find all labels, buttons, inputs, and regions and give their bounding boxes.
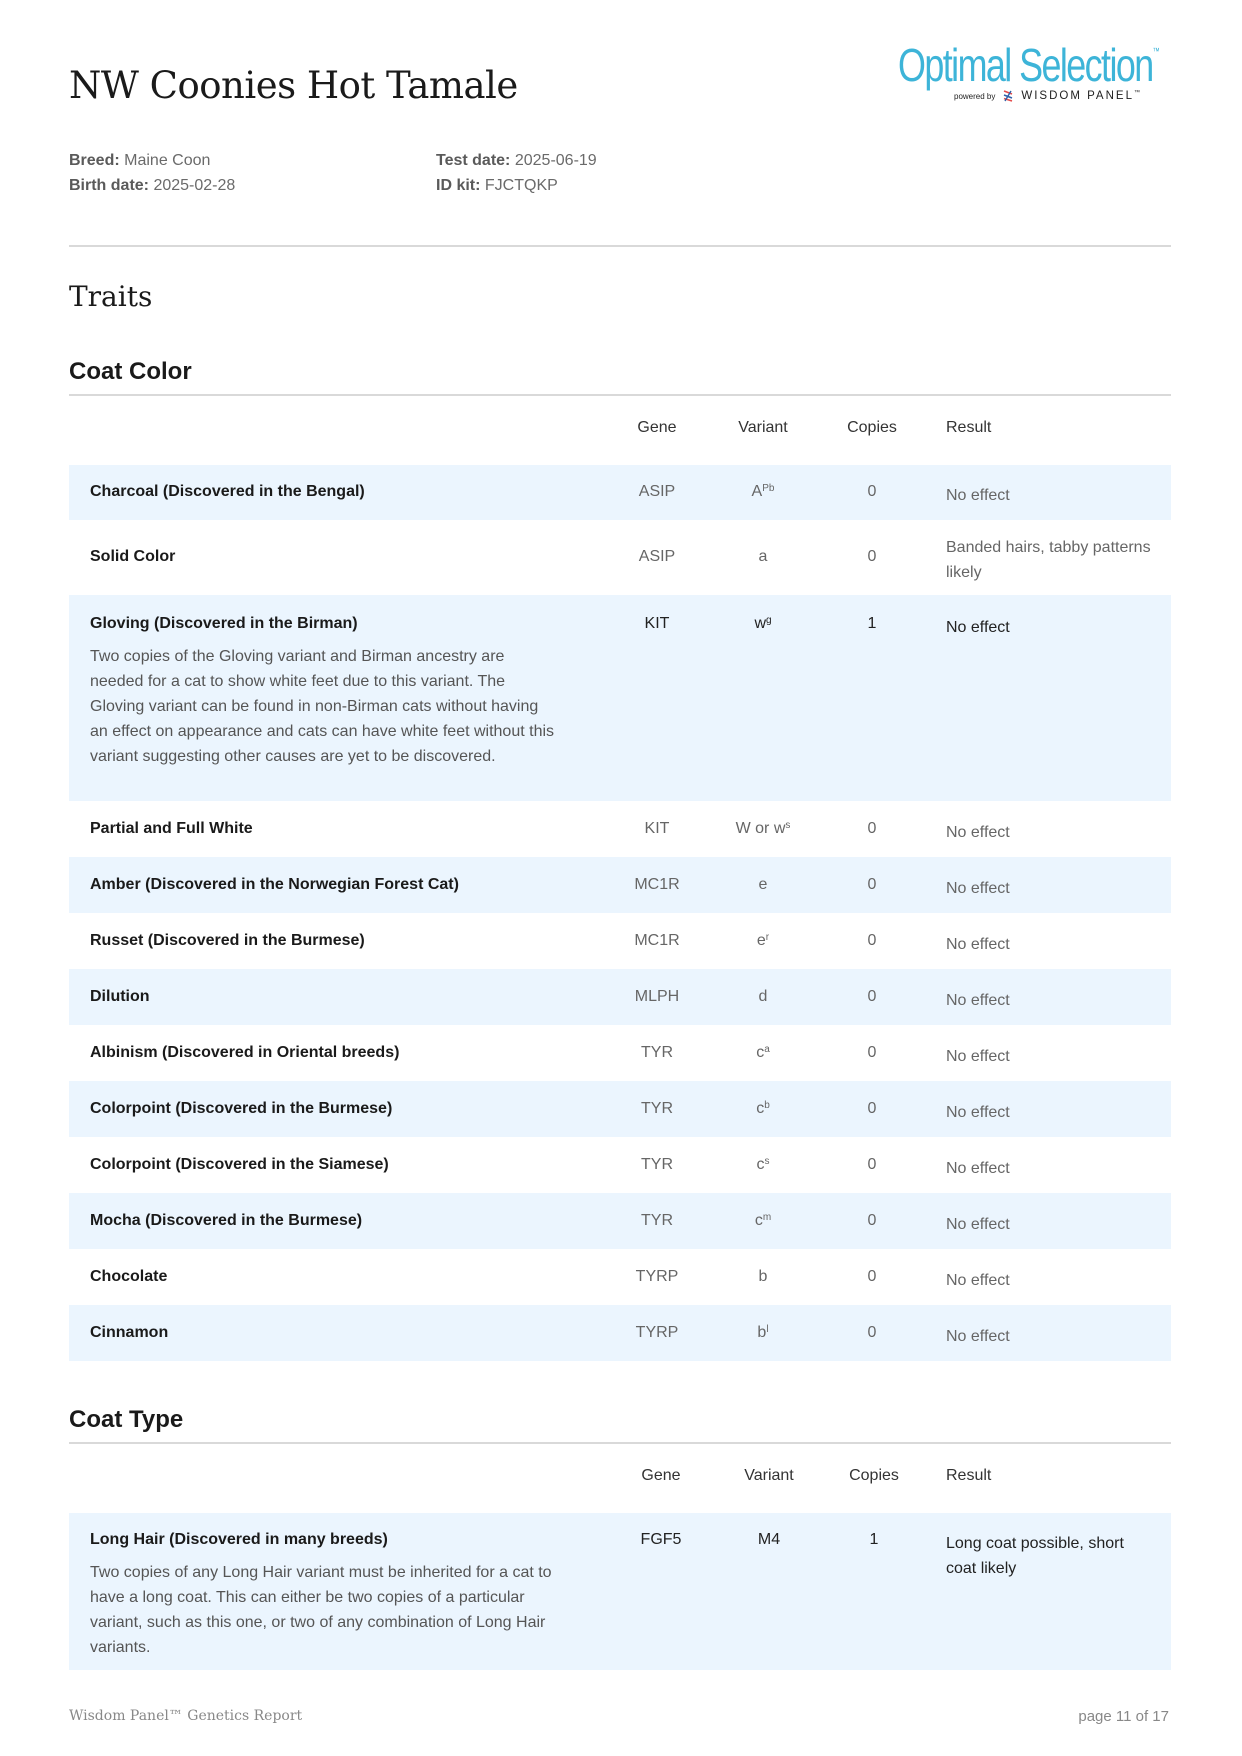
kit-id-field: ID kit: FJCTQKP bbox=[436, 177, 558, 194]
result-cell: Long coat possible, short coat likely bbox=[946, 1535, 1124, 1577]
copies-cell: 0 bbox=[867, 820, 877, 837]
result-cell: No effect bbox=[946, 619, 1010, 636]
trait-name: Charcoal (Discovered in the Bengal) bbox=[90, 483, 365, 500]
variant-cell: b bbox=[758, 1268, 768, 1285]
trait-name: Gloving (Discovered in the Birman) bbox=[90, 615, 358, 632]
trait-name: Solid Color bbox=[90, 548, 176, 565]
variant-cell: M4 bbox=[757, 1531, 781, 1548]
gene-cell: MLPH bbox=[634, 988, 680, 1005]
copies-cell: 0 bbox=[867, 1324, 877, 1341]
trait-row bbox=[69, 969, 1171, 1025]
copies-cell: 0 bbox=[867, 1268, 877, 1285]
trait-row bbox=[69, 801, 1171, 857]
gene-cell: TYR bbox=[641, 1100, 673, 1117]
test-date-field: Test date: 2025-06-19 bbox=[436, 152, 597, 169]
copies-cell: 0 bbox=[867, 1156, 877, 1173]
trait-row bbox=[69, 1081, 1171, 1137]
trait-row bbox=[69, 857, 1171, 913]
trait-row bbox=[69, 595, 1171, 801]
copies-cell: 0 bbox=[867, 1100, 877, 1117]
coat-type-divider bbox=[69, 1442, 1171, 1444]
footer-report-name: Wisdom Panel™ Genetics Report bbox=[69, 1708, 303, 1724]
copies-cell: 1 bbox=[869, 1531, 879, 1548]
copies-cell: 0 bbox=[867, 988, 877, 1005]
trait-row bbox=[69, 913, 1171, 969]
trait-row bbox=[69, 465, 1171, 520]
column-header-copies: Copies bbox=[847, 419, 897, 436]
gene-cell: TYR bbox=[641, 1156, 673, 1173]
trait-description: Two copies of the Gloving variant and Birman ancestry are needed for a cat to show white feet due to this variant. The Gloving variant can be found in non-Birman cats without having an effect on appearance and cats can have white feet without this variant suggesting other causes are yet to be discovered. bbox=[90, 648, 555, 765]
variant-cell: W or $w^s$ bbox=[735, 820, 791, 837]
result-cell: No effect bbox=[946, 1160, 1010, 1177]
variant-cell: a bbox=[758, 548, 768, 565]
breed-field: Breed: Maine Coon bbox=[69, 152, 211, 169]
logo-wisdom-panel: WISDOM PANEL™ bbox=[1021, 90, 1140, 102]
gene-cell: TYRP bbox=[635, 1268, 679, 1285]
trait-row bbox=[69, 1025, 1171, 1081]
gene-cell: KIT bbox=[644, 615, 670, 632]
column-header-variant: Variant bbox=[738, 419, 788, 436]
copies-cell: 1 bbox=[867, 615, 877, 632]
result-cell: No effect bbox=[946, 880, 1010, 897]
result-cell: No effect bbox=[946, 1048, 1010, 1065]
trait-name: Dilution bbox=[90, 988, 150, 1005]
trait-row bbox=[69, 520, 1171, 595]
meta-left bbox=[69, 148, 235, 198]
variant-cell: $c^m$ bbox=[754, 1212, 772, 1229]
column-header-copies-2: Copies bbox=[849, 1467, 899, 1484]
copies-cell: 0 bbox=[867, 483, 877, 500]
gene-cell: TYRP bbox=[635, 1324, 679, 1341]
trait-description: Two copies of any Long Hair variant must be inherited for a cat to have a long coat. This can either be two copies of a particular variant, such as this one, or two of any combination of Long Hair variants. bbox=[90, 1564, 552, 1656]
variant-cell: $c^a$ bbox=[756, 1044, 770, 1061]
column-header-result: Result bbox=[946, 419, 992, 436]
header-divider bbox=[69, 245, 1171, 247]
trait-name: Colorpoint (Discovered in the Siamese) bbox=[90, 1156, 389, 1173]
result-cell: No effect bbox=[946, 1328, 1010, 1345]
result-cell: No effect bbox=[946, 1216, 1010, 1233]
column-header-variant-2: Variant bbox=[744, 1467, 794, 1484]
variant-cell: $e^r$ bbox=[756, 932, 770, 949]
column-header-result-2: Result bbox=[946, 1467, 992, 1484]
variant-cell: $c^s$ bbox=[756, 1156, 770, 1173]
optimal-selection-logo bbox=[898, 38, 1168, 108]
gene-cell: KIT bbox=[644, 820, 670, 837]
subsection-title-coat-color: Coat Color bbox=[69, 358, 192, 385]
trait-name: Cinnamon bbox=[90, 1324, 169, 1341]
column-header-gene-2: Gene bbox=[641, 1467, 681, 1484]
trait-row bbox=[69, 1513, 1171, 1670]
trait-name: Colorpoint (Discovered in the Burmese) bbox=[90, 1100, 393, 1117]
result-cell: No effect bbox=[946, 1272, 1010, 1289]
gene-cell: TYR bbox=[641, 1044, 673, 1061]
copies-cell: 0 bbox=[867, 1212, 877, 1229]
result-cell: No effect bbox=[946, 936, 1010, 953]
copies-cell: 0 bbox=[867, 548, 877, 565]
birth-date-field: Birth date: 2025-02-28 bbox=[69, 177, 236, 194]
logo-powered-by: powered by bbox=[954, 91, 996, 101]
result-cell: No effect bbox=[946, 1104, 1010, 1121]
trait-name: Chocolate bbox=[90, 1268, 168, 1285]
trait-row bbox=[69, 1249, 1171, 1305]
gene-cell: MC1R bbox=[634, 876, 680, 893]
trait-row bbox=[69, 1193, 1171, 1249]
variant-cell: $w^g$ bbox=[754, 615, 772, 632]
logo-brand-text: Optimal Selection™ bbox=[898, 39, 1160, 91]
result-cell: No effect bbox=[946, 824, 1010, 841]
result-cell: Banded hairs, tabby patterns likely bbox=[946, 539, 1151, 581]
gene-cell: FGF5 bbox=[640, 1531, 682, 1548]
subsection-title-coat-type: Coat Type bbox=[69, 1406, 184, 1433]
gene-cell: ASIP bbox=[638, 483, 676, 500]
coat-type-table bbox=[69, 1513, 1171, 1670]
gene-cell: MC1R bbox=[634, 932, 680, 949]
gene-cell: TYR bbox=[641, 1212, 673, 1229]
copies-cell: 0 bbox=[867, 876, 877, 893]
coat-color-table bbox=[69, 465, 1171, 1361]
result-cell: No effect bbox=[946, 992, 1010, 1009]
variant-cell: $A^{Pb}$ bbox=[751, 483, 775, 500]
variant-cell: e bbox=[758, 876, 768, 893]
variant-cell: $c^b$ bbox=[756, 1100, 770, 1117]
trait-name: Albinism (Discovered in Oriental breeds) bbox=[90, 1044, 400, 1061]
variant-cell: d bbox=[758, 988, 768, 1005]
result-cell: No effect bbox=[946, 487, 1010, 504]
meta-right bbox=[436, 148, 597, 198]
wisdom-panel-helix-icon bbox=[1002, 90, 1014, 102]
copies-cell: 0 bbox=[867, 932, 877, 949]
trait-name: Russet (Discovered in the Burmese) bbox=[90, 932, 365, 949]
trait-row bbox=[69, 1137, 1171, 1193]
trait-name: Long Hair (Discovered in many breeds) bbox=[90, 1531, 388, 1548]
footer-page-number: page 11 of 17 bbox=[1078, 1708, 1169, 1725]
page-title: NW Coonies Hot Tamale bbox=[69, 64, 518, 107]
gene-cell: ASIP bbox=[638, 548, 676, 565]
column-header-gene: Gene bbox=[637, 419, 677, 436]
trait-name: Mocha (Discovered in the Burmese) bbox=[90, 1212, 363, 1229]
copies-cell: 0 bbox=[867, 1044, 877, 1061]
coat-color-divider bbox=[69, 394, 1171, 396]
trait-name: Amber (Discovered in the Norwegian Forest Cat) bbox=[90, 876, 459, 893]
trait-row bbox=[69, 1305, 1171, 1361]
variant-cell: $b^l$ bbox=[757, 1324, 769, 1341]
trait-name: Partial and Full White bbox=[90, 820, 253, 837]
section-title-traits: Traits bbox=[69, 280, 153, 313]
logo-subline bbox=[954, 90, 1140, 102]
